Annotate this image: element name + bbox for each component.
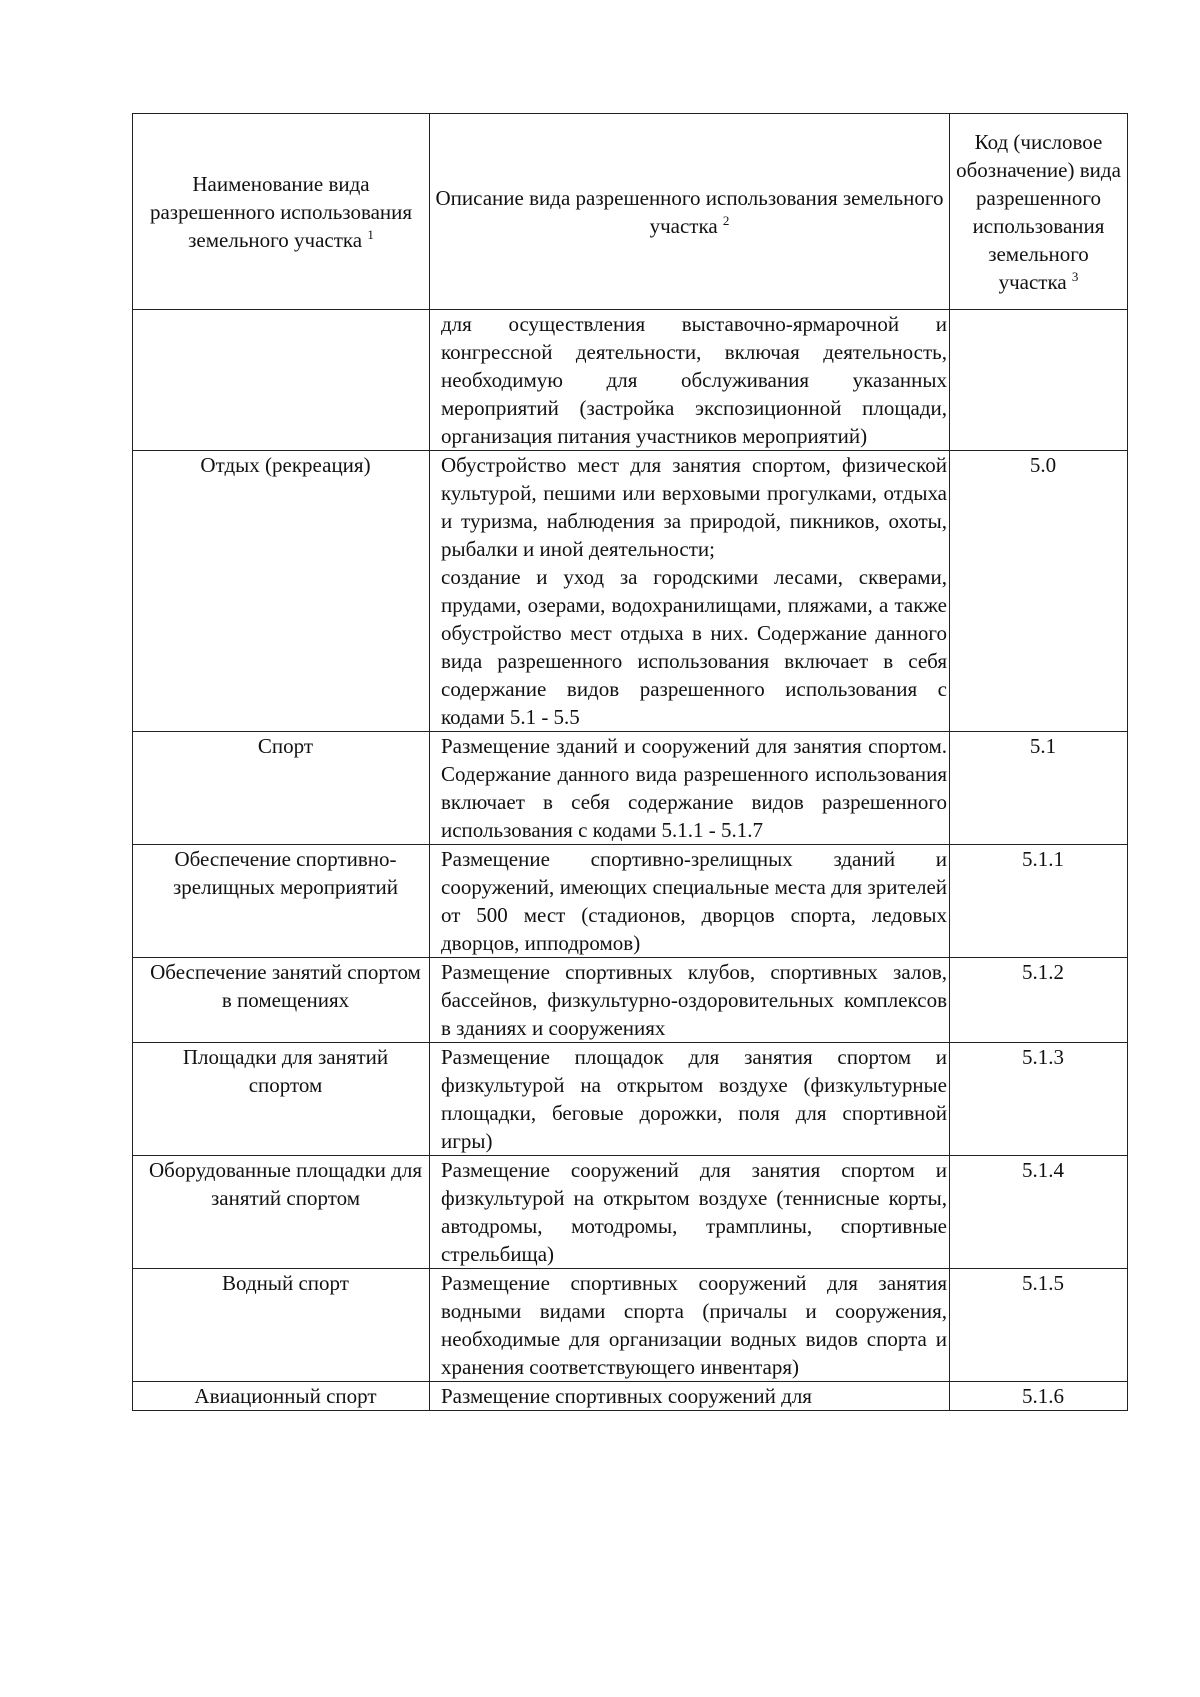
table-row (133, 732, 1128, 845)
row-name-cell: Авиационный спорт (133, 1382, 430, 1411)
table-row (133, 1382, 1128, 1411)
row-code-cell: 5.1.4 (950, 1156, 1128, 1269)
description-paragraph: Размещение площадок для занятия спортом и физкультурой на открытом воздухе (физкультурные площадки, беговые дорожки, поля для спортивной игры) (441, 1045, 947, 1153)
header-description-footnote: 2 (722, 212, 730, 228)
row-code-cell: 5.1.5 (950, 1269, 1128, 1382)
row-name-cell: Оборудованные площадки для занятий спортом (133, 1156, 430, 1269)
row-name-cell (133, 310, 430, 451)
description-paragraph: Обустройство мест для занятия спортом, физической культурой, пешими или верховыми прогулками, отдыха и туризма, наблюдения за природой, пикников, охоты, рыбалки и иной деятельности; (441, 453, 947, 561)
description-paragraph: Размещение зданий и сооружений для занятия спортом. Содержание данного вида разрешенного использования включает в себя содержание видов разрешенного использования с кодами 5.1.1 - 5.1.7 (441, 734, 947, 842)
header-name-text: Наименование вида разрешенного использования земельного участка (149, 171, 413, 252)
description-paragraph: Размещение спортивно-зрелищных зданий и сооружений, имеющих специальные места для зрителей от 500 мест (стадионов, дворцов спорта, ледовых дворцов, ипподромов) (441, 847, 947, 955)
row-code-cell: 5.1.2 (950, 958, 1128, 1043)
table-row (133, 1156, 1128, 1269)
header-code-footnote: 3 (1071, 268, 1079, 284)
row-description-cell (430, 1043, 950, 1156)
description-paragraph: Размещение сооружений для занятия спортом и физкультурой на открытом воздухе (теннисные корты, автодромы, мотодромы, трамплины, спортивные стрельбища) (441, 1158, 947, 1266)
row-code-cell: 5.1.1 (950, 845, 1128, 958)
table-row (133, 1269, 1128, 1382)
row-description-cell (430, 1382, 950, 1411)
table-row (133, 845, 1128, 958)
row-code-cell: 5.1.6 (950, 1382, 1128, 1411)
table-header-row (133, 114, 1128, 310)
row-description-cell (430, 310, 950, 451)
row-name-cell: Водный спорт (133, 1269, 430, 1382)
row-name-cell: Отдых (рекреация) (133, 451, 430, 732)
table-row (133, 1043, 1128, 1156)
row-description-cell (430, 451, 950, 732)
row-code-cell: 5.1 (950, 732, 1128, 845)
table-row (133, 958, 1128, 1043)
row-description-cell (430, 1269, 950, 1382)
description-paragraph: создание и уход за городскими лесами, скверами, прудами, озерами, водохранилищами, пляжами, а также обустройство мест отдыха в них. Содержание данного вида разрешенного использования включает в себя содержание видов разрешенного использования с кодами 5.1 - 5.5 (441, 565, 947, 729)
table-row (133, 310, 1128, 451)
row-description-cell (430, 1156, 950, 1269)
row-code-cell: 5.1.3 (950, 1043, 1128, 1156)
row-code-cell (950, 310, 1128, 451)
description-paragraph: Размещение спортивных сооружений для (441, 1384, 812, 1408)
row-code-cell: 5.0 (950, 451, 1128, 732)
header-code-text: Код (числовое обозначение) вида разрешенного использования земельного участка (956, 129, 1121, 294)
header-name-footnote: 1 (367, 226, 374, 242)
description-paragraph: Размещение спортивных сооружений для занятия водными видами спорта (причалы и сооружения, необходимые для организации водных видов спорта и хранения соответствующего инвентаря) (441, 1271, 947, 1379)
row-name-cell: Спорт (133, 732, 430, 845)
land-use-table (132, 113, 1128, 1411)
row-name-cell: Обеспечение занятий спортом в помещениях (133, 958, 430, 1043)
row-name-cell: Площадки для занятий спортом (133, 1043, 430, 1156)
description-paragraph: Размещение спортивных клубов, спортивных залов, бассейнов, физкультурно-оздоровительных комплексов в зданиях и сооружениях (441, 960, 947, 1040)
table-row (133, 451, 1128, 732)
row-description-cell (430, 845, 950, 958)
header-name (133, 114, 430, 310)
description-paragraph: для осуществления выставочно-ярмарочной и конгрессной деятельности, включая деятельность, необходимую для обслуживания указанных мероприятий (застройка экспозиционной площади, организация питания участников мероприятий) (441, 312, 947, 448)
table-body (133, 310, 1128, 1411)
row-description-cell (430, 732, 950, 845)
row-name-cell: Обеспечение спортивно-зрелищных мероприятий (133, 845, 430, 958)
header-description (430, 114, 950, 310)
header-description-text: Описание вида разрешенного использования земельного участка (435, 185, 944, 238)
header-code (950, 114, 1128, 310)
row-description-cell (430, 958, 950, 1043)
